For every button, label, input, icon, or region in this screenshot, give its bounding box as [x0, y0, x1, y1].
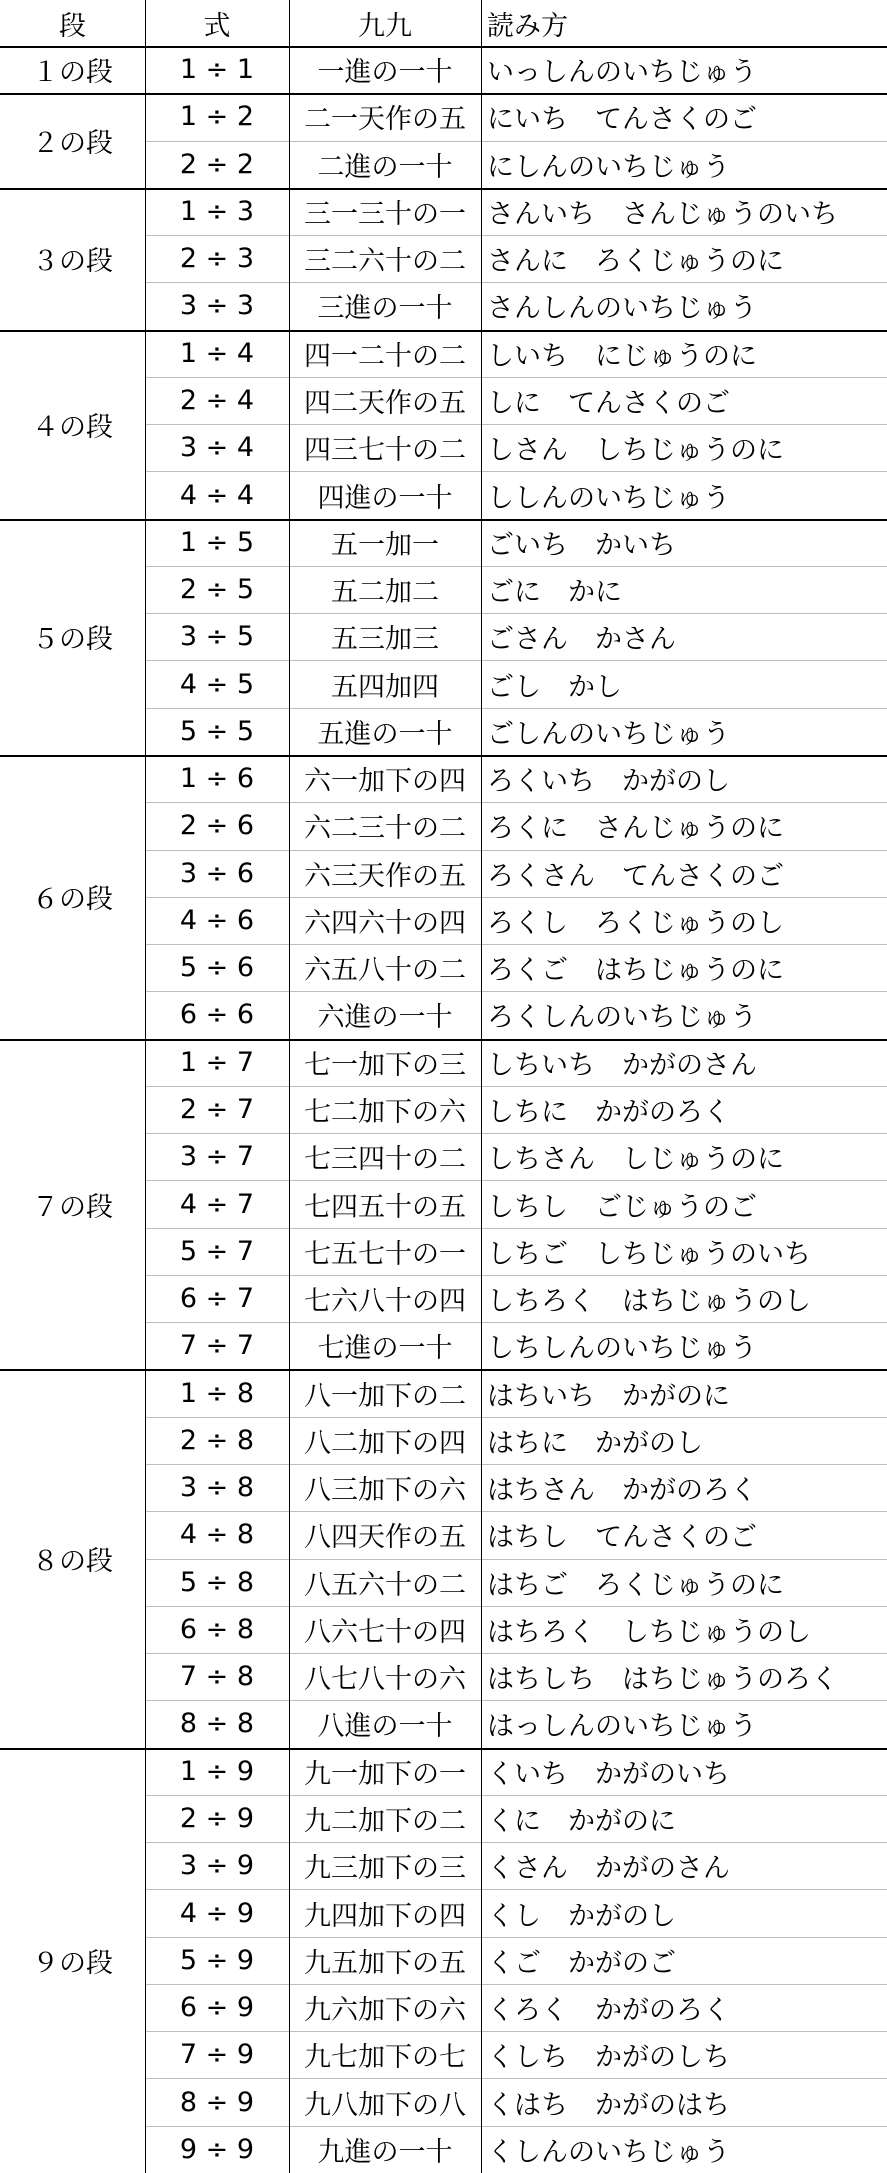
kuku-cell: 三進の一十	[317, 293, 453, 325]
yomi-cell: さんしんのいちじゅう	[487, 293, 757, 325]
header-kuku: 九九	[358, 10, 412, 42]
kuku-cell: 五四加四	[331, 671, 439, 703]
kuku-cell: 二進の一十	[317, 151, 453, 183]
shiki-cell: 3 ÷ 6	[179, 857, 255, 889]
yomi-cell: ろくさん てんさくのご	[487, 860, 784, 892]
yomi-cell: しいち にじゅうのに	[487, 340, 757, 372]
kuku-cell: 九六加下の六	[304, 1995, 466, 2027]
yomi-cell: しちしんのいちじゅう	[487, 1333, 757, 1365]
kuku-cell: 七二加下の六	[304, 1096, 466, 1128]
shiki-cell: 2 ÷ 9	[179, 1802, 255, 1834]
dan-label: ２の段	[32, 128, 113, 160]
shiki-cell: 1 ÷ 7	[179, 1046, 255, 1078]
yomi-cell: しちいち かがのさん	[487, 1049, 757, 1081]
dan-label: ７の段	[32, 1191, 113, 1223]
shiki-cell: 2 ÷ 8	[179, 1424, 255, 1456]
yomi-cell: くご かがのご	[487, 1947, 676, 1979]
shiki-cell: 5 ÷ 5	[179, 715, 255, 747]
kuku-cell: 六二三十の二	[304, 813, 466, 845]
yomi-cell: ごし かし	[487, 671, 622, 703]
kuku-cell: 八二加下の四	[304, 1427, 466, 1459]
shiki-cell: 8 ÷ 9	[179, 2086, 255, 2118]
shiki-cell: 3 ÷ 8	[179, 1472, 255, 1504]
kuku-cell: 八六七十の四	[304, 1616, 466, 1648]
yomi-cell: はちしち はちじゅうのろく	[487, 1664, 838, 1696]
kuku-cell: 六五八十の二	[304, 955, 466, 987]
kuku-cell: 八四天作の五	[304, 1522, 466, 1554]
shiki-cell: 4 ÷ 4	[179, 479, 255, 511]
yomi-cell: ごに かに	[487, 577, 622, 609]
yomi-cell: ごさん かさん	[487, 624, 676, 656]
kuku-cell: 七進の一十	[317, 1333, 453, 1365]
yomi-cell: ろくご はちじゅうのに	[487, 955, 784, 987]
kuku-cell: 五一加一	[331, 529, 439, 561]
shiki-cell: 7 ÷ 7	[179, 1330, 255, 1362]
shiki-cell: 3 ÷ 7	[179, 1141, 255, 1173]
shiki-cell: 3 ÷ 5	[179, 621, 255, 653]
yomi-cell: くさん かがのさん	[487, 1853, 730, 1885]
shiki-cell: 1 ÷ 6	[179, 763, 255, 795]
kuku-cell: 六三天作の五	[304, 860, 466, 892]
shiki-cell: 4 ÷ 9	[179, 1897, 255, 1929]
dan-label: ８の段	[32, 1546, 113, 1578]
yomi-cell: はちご ろくじゅうのに	[487, 1569, 784, 1601]
yomi-cell: さんに ろくじゅうのに	[487, 246, 784, 278]
yomi-cell: しちし ごじゅうのご	[487, 1191, 757, 1223]
yomi-cell: さんいち さんじゅうのいち	[487, 198, 838, 230]
shiki-cell: 9 ÷ 9	[179, 2133, 255, 2165]
shiki-cell: 2 ÷ 3	[179, 243, 255, 275]
dan-label: ９の段	[32, 1947, 113, 1979]
yomi-cell: ろくいち かがのし	[487, 766, 730, 798]
shiki-cell: 6 ÷ 9	[179, 1992, 255, 2024]
yomi-cell: くしち かがのしち	[487, 2042, 730, 2074]
yomi-cell: くはち かがのはち	[487, 2089, 730, 2121]
shiki-cell: 2 ÷ 2	[179, 148, 255, 180]
yomi-cell: くに かがのに	[487, 1805, 676, 1837]
kuku-cell: 九二加下の二	[304, 1805, 466, 1837]
dan-label: ４の段	[32, 411, 113, 443]
column-divider	[289, 0, 290, 2173]
kuku-cell: 九八加下の八	[304, 2089, 466, 2121]
header-yomi: 読み方	[487, 10, 568, 42]
yomi-cell: しに てんさくのご	[487, 387, 730, 419]
kuku-cell: 四三七十の二	[304, 435, 466, 467]
yomi-cell: はちし てんさくのご	[487, 1522, 757, 1554]
column-divider	[481, 0, 482, 2173]
kuku-cell: 八一加下の二	[304, 1380, 466, 1412]
kuku-cell: 六四六十の四	[304, 907, 466, 939]
shiki-cell: 6 ÷ 6	[179, 999, 255, 1031]
yomi-cell: ごしんのいちじゅう	[487, 718, 730, 750]
yomi-cell: くろく かがのろく	[487, 1995, 730, 2027]
yomi-cell: しちさん しじゅうのに	[487, 1144, 784, 1176]
shiki-cell: 1 ÷ 3	[179, 195, 255, 227]
yomi-cell: ろくし ろくじゅうのし	[487, 907, 784, 939]
kuku-cell: 一進の一十	[317, 57, 453, 89]
kuku-cell: 七一加下の三	[304, 1049, 466, 1081]
kuku-cell: 九進の一十	[317, 2136, 453, 2168]
kuku-cell: 四進の一十	[317, 482, 453, 514]
shiki-cell: 3 ÷ 9	[179, 1850, 255, 1882]
yomi-cell: はちさん かがのろく	[487, 1475, 757, 1507]
yomi-cell: くしんのいちじゅう	[487, 2136, 730, 2168]
yomi-cell: ししんのいちじゅう	[487, 482, 730, 514]
shiki-cell: 4 ÷ 5	[179, 668, 255, 700]
shiki-cell: 4 ÷ 6	[179, 904, 255, 936]
shiki-cell: 8 ÷ 8	[179, 1708, 255, 1740]
kuku-cell: 八進の一十	[317, 1711, 453, 1743]
yomi-cell: はっしんのいちじゅう	[487, 1711, 757, 1743]
column-divider	[145, 0, 146, 2173]
dan-label: ６の段	[32, 884, 113, 916]
yomi-cell: ろくしんのいちじゅう	[487, 1002, 757, 1034]
kuku-cell: 四一二十の二	[304, 340, 466, 372]
shiki-cell: 1 ÷ 2	[179, 101, 255, 133]
shiki-cell: 2 ÷ 5	[179, 574, 255, 606]
kuku-cell: 二一天作の五	[304, 104, 466, 136]
yomi-cell: にしんのいちじゅう	[487, 151, 730, 183]
shiki-cell: 1 ÷ 5	[179, 526, 255, 558]
shiki-cell: 4 ÷ 7	[179, 1188, 255, 1220]
kuku-cell: 七五七十の一	[304, 1238, 466, 1270]
shiki-cell: 6 ÷ 7	[179, 1283, 255, 1315]
shiki-cell: 7 ÷ 9	[179, 2039, 255, 2071]
header-shiki: 式	[203, 10, 231, 42]
shiki-cell: 2 ÷ 6	[179, 810, 255, 842]
yomi-cell: ごいち かいち	[487, 529, 676, 561]
yomi-cell: くし かがのし	[487, 1900, 676, 1932]
shiki-cell: 3 ÷ 4	[179, 432, 255, 464]
yomi-cell: しちに かがのろく	[487, 1096, 730, 1128]
kuku-cell: 五二加二	[331, 577, 439, 609]
kuku-cell: 六進の一十	[317, 1002, 453, 1034]
kuku-cell: 三一三十の一	[304, 198, 466, 230]
yomi-cell: いっしんのいちじゅう	[487, 57, 757, 89]
shiki-cell: 3 ÷ 3	[179, 290, 255, 322]
shiki-cell: 5 ÷ 6	[179, 952, 255, 984]
dan-label: １の段	[32, 57, 113, 89]
kuku-cell: 九三加下の三	[304, 1853, 466, 1885]
kuku-cell: 八七八十の六	[304, 1664, 466, 1696]
shiki-cell: 5 ÷ 9	[179, 1944, 255, 1976]
kuku-cell: 五進の一十	[317, 718, 453, 750]
dan-label: ５の段	[32, 624, 113, 656]
shiki-cell: 5 ÷ 7	[179, 1235, 255, 1267]
kuku-cell: 五三加三	[331, 624, 439, 656]
shiki-cell: 7 ÷ 8	[179, 1661, 255, 1693]
shiki-cell: 1 ÷ 1	[179, 54, 255, 86]
kuku-cell: 七四五十の五	[304, 1191, 466, 1223]
shiki-cell: 1 ÷ 8	[179, 1377, 255, 1409]
kuku-cell: 四二天作の五	[304, 387, 466, 419]
shiki-cell: 6 ÷ 8	[179, 1613, 255, 1645]
header-dan: 段	[59, 10, 86, 42]
kuku-cell: 八五六十の二	[304, 1569, 466, 1601]
kuku-cell: 九一加下の一	[304, 1758, 466, 1790]
dan-label: ３の段	[32, 246, 113, 278]
shiki-cell: 2 ÷ 4	[179, 384, 255, 416]
kuku-cell: 七三四十の二	[304, 1144, 466, 1176]
shiki-cell: 1 ÷ 9	[179, 1755, 255, 1787]
kuku-cell: 九七加下の七	[304, 2042, 466, 2074]
shiki-cell: 2 ÷ 7	[179, 1093, 255, 1125]
yomi-cell: はちに かがのし	[487, 1427, 703, 1459]
yomi-cell: しちご しちじゅうのいち	[487, 1238, 811, 1270]
shiki-cell: 1 ÷ 4	[179, 337, 255, 369]
kuku-cell: 九四加下の四	[304, 1900, 466, 1932]
yomi-cell: ろくに さんじゅうのに	[487, 813, 784, 845]
kuku-cell: 八三加下の六	[304, 1475, 466, 1507]
yomi-cell: はちろく しちじゅうのし	[487, 1616, 811, 1648]
yomi-cell: くいち かがのいち	[487, 1758, 730, 1790]
kuku-cell: 三二六十の二	[304, 246, 466, 278]
shiki-cell: 5 ÷ 8	[179, 1566, 255, 1598]
yomi-cell: しさん しちじゅうのに	[487, 435, 784, 467]
kuku-cell: 六一加下の四	[304, 766, 466, 798]
yomi-cell: しちろく はちじゅうのし	[487, 1286, 811, 1318]
kuku-cell: 七六八十の四	[304, 1286, 466, 1318]
yomi-cell: はちいち かがのに	[487, 1380, 730, 1412]
shiki-cell: 4 ÷ 8	[179, 1519, 255, 1551]
kuku-cell: 九五加下の五	[304, 1947, 466, 1979]
yomi-cell: にいち てんさくのご	[487, 104, 757, 136]
